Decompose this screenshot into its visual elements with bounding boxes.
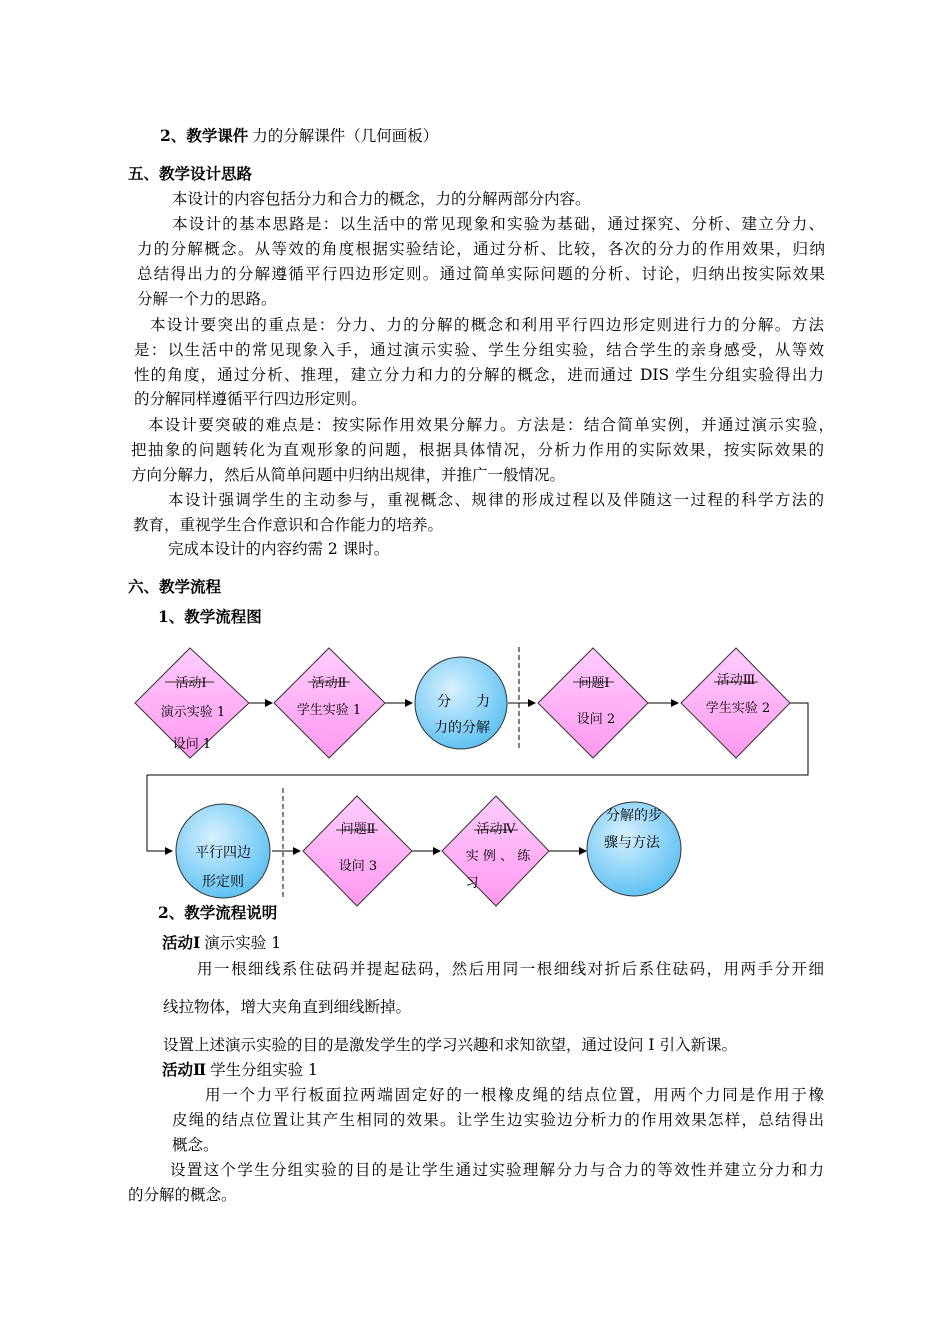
section5-p4-line3: 方向分解力，然后从简单问题中归纳出规律，并推广一般情况。 <box>131 466 566 484</box>
flow-node-question2 <box>303 796 412 906</box>
d5-mid: 设问 3 <box>338 859 378 874</box>
activity1-p2: 设置上述演示实验的目的是激发学生的学习兴趣和求知欲望，通过设问 I 引入新课。 <box>163 1036 737 1054</box>
c1-line2: 力的分解 <box>434 720 490 736</box>
section5-p4-line2: 把抽象的问题转化为直观形象的问题，根据具体情况，分析力作用的实际效果，按实际效果的 <box>131 441 824 459</box>
flow-node-activity4 <box>442 796 549 906</box>
d1-mid: 演示实验 1 <box>160 705 226 720</box>
section5-p5-line2: 教育，重视学生合作意识和合作能力的培养。 <box>133 516 444 534</box>
d5-top: 问题Ⅱ <box>340 822 376 837</box>
activity2-label: 活动Ⅱ <box>162 1060 207 1079</box>
activity2-p1-line1: 用一个力平行板面拉两端固定好的一根橡皮绳的结点位置，用两个力同是作用于橡 <box>205 1086 824 1104</box>
c2-line2: 形定则 <box>202 874 244 890</box>
flow-node-activity1 <box>135 648 249 758</box>
flowchart-subheading: 1、教学流程图 <box>158 607 262 626</box>
c1-line1a: 分 <box>437 694 451 710</box>
section5-p2-line1: 本设计的基本思路是：以生活中的常见现象和实验为基础，通过探究、分析、建立分力、 <box>172 215 824 233</box>
flow-node-activity3 <box>681 648 790 758</box>
d2-top: 活动Ⅱ <box>311 676 347 691</box>
c3-line2: 骤与方法 <box>604 835 660 851</box>
flow-node-component-force <box>415 657 507 749</box>
activity2-title: 学生分组实验 1 <box>210 1061 318 1079</box>
section5-p2-line3: 总结得出力的分解遵循平行四边形定则。通过简单实际问题的分析、讨论，归纳出按实际效果 <box>137 265 825 283</box>
activity1-title: 演示实验 1 <box>204 934 282 952</box>
activity2-p1-line3: 概念。 <box>172 1136 219 1154</box>
courseware-label: 2、教学课件 <box>160 126 249 145</box>
d4-mid: 学生实验 2 <box>705 701 771 716</box>
flow-node-method <box>587 802 681 896</box>
flow-node-parallelogram-rule <box>176 804 270 898</box>
section5-heading: 五、教学设计思路 <box>128 164 253 183</box>
d4-top: 活动Ⅲ <box>716 673 756 688</box>
section5-p4-line1: 本设计要突破的难点是：按实际作用效果分解力。方法是：结合简单实例，并通过演示实验， <box>148 416 834 434</box>
section5-p3-line4: 的分解同样遵循平行四边形定则。 <box>134 390 367 408</box>
section5-p5-line1: 本设计强调学生的主动参与，重视概念、规律的形成过程以及伴随这一过程的科学方法的 <box>168 491 824 509</box>
section6-heading: 六、教学流程 <box>128 577 222 596</box>
section5-p6: 完成本设计的内容约需 2 课时。 <box>168 540 390 558</box>
c2-line1: 平行四边 <box>195 845 251 861</box>
activity2-p2-line1: 设置这个学生分组实验的目的是让学生通过实验理解分力与合力的等效性并建立分力和力 <box>170 1161 824 1179</box>
flow-node-activity2 <box>274 648 385 758</box>
c1-line1b: 力 <box>476 694 490 710</box>
section5-p3-line1: 本设计要突出的重点是：分力、力的分解的概念和利用平行四边形定则进行力的分解。方法 <box>150 316 824 334</box>
d2-mid: 学生实验 1 <box>296 703 362 718</box>
activity1-label: 活动Ⅰ <box>162 933 201 952</box>
activity1-heading <box>162 933 281 953</box>
flow-notes-subheading: 2、教学流程说明 <box>158 903 278 922</box>
section5-p2-line4: 分解一个力的思路。 <box>137 290 277 308</box>
d6-mid: 实 例 、 练 <box>465 849 531 864</box>
activity1-p1b: 线拉物体，增大夹角直到细线断掉。 <box>163 998 412 1016</box>
d6-bot: 习 <box>465 876 479 891</box>
activity2-p2-line2: 的分解的概念。 <box>128 1186 237 1204</box>
activity1-p1: 用一根细线系住砝码并提起砝码，然后用同一根细线对折后系住砝码，用两手分开细 <box>197 960 824 978</box>
c3-line1: 分解的步 <box>606 808 662 824</box>
d3-mid: 设问 2 <box>576 712 616 727</box>
activity2-heading <box>162 1060 318 1080</box>
flow-node-question1 <box>538 648 648 758</box>
section5-p3-line2: 是：以生活中的常见现象入手，通过演示实验、学生分组实验，结合学生的亲身感受，从等效 <box>134 341 824 359</box>
d1-top: 活动Ⅰ <box>175 676 207 691</box>
section5-p3-line3: 性的角度，通过分析、推理，建立分力和力的分解的概念，进而通过 DIS 学生分组实验得出力 <box>134 366 824 384</box>
section5-p1: 本设计的内容包括分力和合力的概念，力的分解两部分内容。 <box>172 190 591 208</box>
courseware-text: 力的分解课件（几何画板） <box>252 127 439 145</box>
activity2-p1-line2: 皮绳的结点位置让其产生相同的效果。让学生边实验边分析力的作用效果怎样，总结得出 <box>172 1111 824 1129</box>
d6-top: 活动Ⅳ <box>476 822 516 837</box>
d1-bot: 设问 1 <box>172 737 212 752</box>
section5-p2-line2: 力的分解概念。从等效的角度根据实验结论，通过分析、比较，各次的分力的作用效果，归纳 <box>137 240 825 258</box>
d3-top: 问题Ⅰ <box>578 676 610 691</box>
